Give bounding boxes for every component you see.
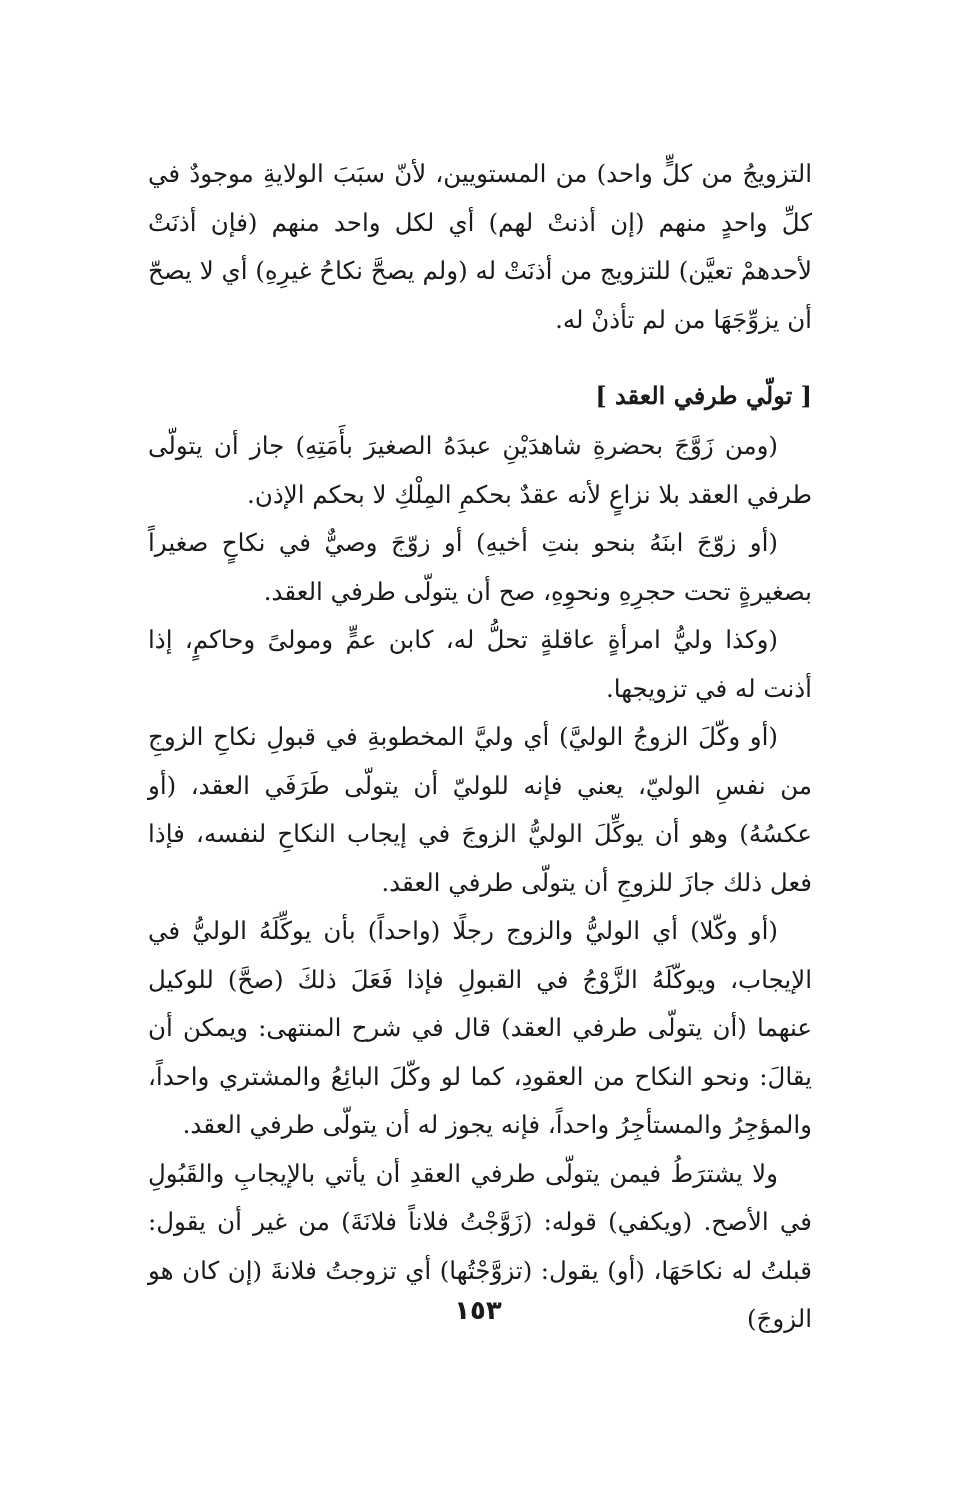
paragraph-1: (ومن زَوَّجَ بحضرةِ شاهدَيْنِ عبدَهُ الصغيرَ بأَمَتِهِ) جاز أن يتولّى طرفي العقد بلا نزاعٍ لأنه عقدٌ بحكمِ المِلْكِ لا بحكم الإذن. bbox=[148, 431, 812, 509]
page-number: ١٥٣ bbox=[454, 1296, 502, 1326]
paragraph-4: (أو وكّلَ الزوجُ الوليَّ) أي وليَّ المخطوبةِ في قبولِ نكاحِ الزوجِ من نفسِ الوليّ، يعني فإنه للوليّ أن يتولّى طَرَفَي العقد، (أو عكسُهُ) وهو أن يوكِّلَ الوليُّ الزوجَ في إيجاب النكاحِ لنفسه، فإذا فعل ذلك جازَ للزوجِ أن يتولّى طرفي العقد. bbox=[148, 722, 812, 897]
paragraph-6: ولا يشترَطُ فيمن يتولّى طرفي العقدِ أن يأتي بالإيجابِ والقَبُولِ في الأصح. (ويكفي) قوله: (زَوَّجْتُ فلاناً فلانَةَ) من غير أن يقول: قبلتُ له نكاحَهَا، (أو) يقول: (تزوَّجْتُها) أي تزوجتُ فلانةَ (إن كان هو الزوجَ) bbox=[148, 1158, 812, 1333]
paragraph-5: (أو وكّلا) أي الوليُّ والزوج رجلًا (واحداً) بأن يوكِّلَهُ الوليُّ في الإيجاب، ويوكّلَهُ الزَّوْجُ في القبولِ فإذا فَعَلَ ذلكَ (صحَّ) للوكيل عنهما (أن يتولّى طرفي العقد) قال في شرح المنتهى: ويمكن أن يقالَ: ونحو النكاح من العقودِ، كما لو وكّلَ البائِعُ والمشتري واحداً، والمؤجِرُ والمستأجِرُ واحداً، فإنه يجوز له أن يتولّى طرفي العقد. bbox=[148, 916, 812, 1139]
page-body bbox=[148, 150, 812, 1350]
paragraph-3: (وكذا وليُّ امرأةٍ عاقلةٍ تحلُّ له، كابن عمٍّ ومولىً وحاكمٍ، إذا أذنت له في تزويجها. bbox=[148, 625, 812, 703]
paragraph-2: (أو زوّجَ ابنَهُ بنحو بنتِ أخيهِ) أو زوّجَ وصيٌّ في نكاحٍ صغيراً بصغيرةٍ تحت حجرِهِ ونحوِهِ، صح أن يتولّى طرفي العقد. bbox=[148, 528, 812, 606]
section-heading: [ تولّي طرفي العقد ] bbox=[595, 381, 812, 410]
continued-paragraph: التزويجُ من كلٍّ واحد) من المستويين، لأنّ سبَبَ الولايةِ موجودٌ في كلِّ واحدٍ منهم (إن أذنتْ لهم) أي لكل واحد منهم (فإن أذنَتْ لأحدهمْ تعيَّن) للتزويج من أذنَتْ له (ولم يصحَّ نكاحُ غيرِهِ) أي لا يصحّ أن يزوِّجَهَا من لم تأذنْ له. bbox=[148, 159, 812, 334]
